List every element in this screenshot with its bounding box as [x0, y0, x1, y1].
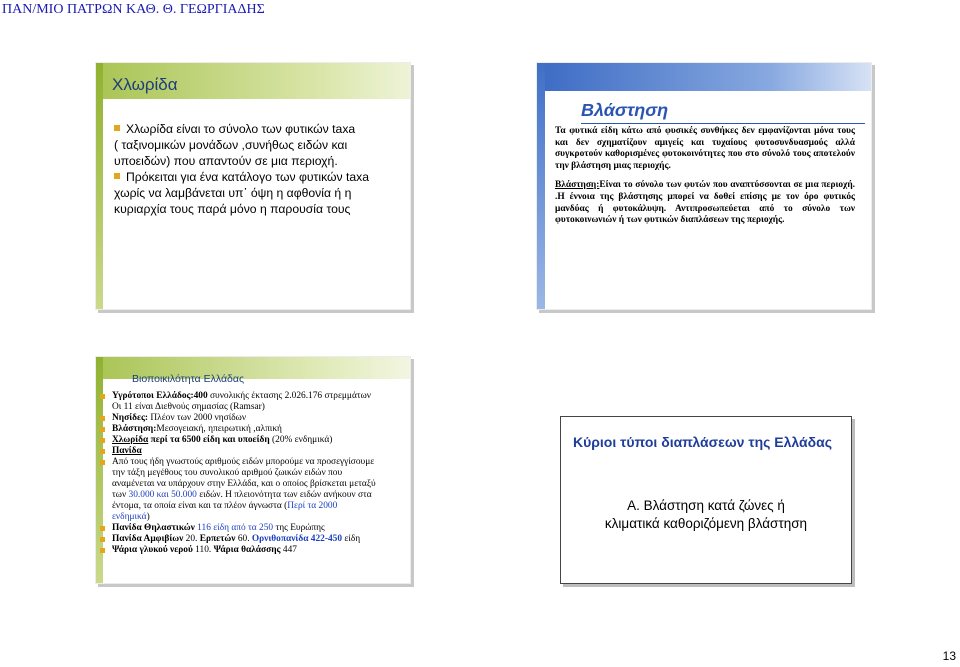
bullet-square-icon — [100, 449, 105, 454]
list-item: Βλάστηση:Μεσογειακή, ηπειρωτική ,αλπική — [100, 424, 400, 435]
slide-body — [555, 126, 855, 235]
paragraph: Τα φυτικά είδη κάτω από φυσικές συνθήκες δεν εμφανίζονται μόνα τους και δεν σχηματίζουν αμιγείς και τυχαίους φυτοσυνδυασμούς αλλά συγκροτούν καθορισμένες φυτοκοινότητες που στο σύνολό τους αποτελούν την βλάστηση μιας περιοχής. — [555, 126, 855, 171]
slide-title: Βιοποικιλότητα Ελλάδας — [132, 373, 245, 385]
list-item: Από τους ήδη γνωστούς αριθμούς ειδών μπορούμε να προσεγγίσουμε την τάξη μεγέθους του συνολικού αριθμού ζωικών ειδών που αναμένεται να υπάρχουν στην Ελλάδα, και ο οποίος βρίσκεται μεταξύ των 30.000 και 50.000 ειδών. Η πλειονότητα των ειδών ανήκουν στα έντομα, τα οποία είναι και τα πλέον άγνωστα (Περί τα 2000 ενδημικά) — [100, 457, 400, 523]
slide-title: Κύριοι τύποι διαπλάσεων της Ελλάδας — [573, 434, 833, 450]
bullet-square-icon — [100, 526, 105, 531]
title-underline — [581, 123, 865, 124]
slide-body — [561, 497, 851, 533]
bullet-continuation: ( ταξινομικών μονάδων ,συνήθως ειδών και — [114, 138, 348, 152]
slide-vegetation-types — [560, 416, 852, 584]
bullet-square-icon — [100, 537, 105, 542]
slide-side-bar — [537, 63, 545, 309]
slide-title-bar — [537, 63, 871, 91]
slide-title: Χλωρίδα — [112, 75, 178, 94]
bullet-square-icon — [100, 460, 105, 465]
bullet-square-icon — [100, 427, 105, 432]
bullet-square-icon — [114, 173, 120, 179]
body-line: Α. Βλάστηση κατά ζώνες ή — [627, 498, 785, 513]
bullet-square-icon — [100, 416, 105, 421]
list-item: Νησίδες: Πλέον των 2000 νησίδων — [100, 413, 400, 424]
bullet-item: Πρόκειται για ένα κατάλογο των φυτικών taxa — [114, 169, 404, 185]
list-item: Υγρότοποι Ελλάδος:400 συνολικής έκτασης 2.026.176 στρεμμάτων Οι 11 είναι Διεθνούς σημασίας (Ramsar) — [100, 391, 400, 413]
bullet-item: Χλωρίδα είναι το σύνολο των φυτικών taxa — [114, 121, 404, 137]
slide-side-bar — [96, 63, 103, 309]
bullet-square-icon — [100, 394, 105, 399]
list-item: Χλωρίδα περί τα 6500 είδη και υποείδη (20% ενδημικά) — [100, 435, 400, 446]
slide-vlastisi — [536, 62, 872, 310]
bullet-square-icon — [114, 125, 120, 131]
slide-body — [100, 391, 400, 556]
bullet-continuation: χωρίς να λαμβάνεται υπ᾽ όψη η αφθονία ή η — [114, 186, 352, 200]
bullet-continuation: κυριαρχία τους παρά μόνο η παρουσία τους — [114, 202, 351, 216]
list-item: Πανίδα — [100, 446, 400, 457]
list-item: Πανίδα Αμφιβίων 20. Ερπετών 60. Ορνιθοπανίδα 422-450 είδη — [100, 534, 400, 545]
slide-chlorida — [95, 62, 411, 310]
list-item: Πανίδα Θηλαστικών 116 είδη από τα 250 της Ευρώπης — [100, 523, 400, 534]
page-header-title: ΠΑΝ/ΜΙΟ ΠΑΤΡΩΝ ΚΑΘ. Θ. ΓΕΩΡΓΙΑΔΗΣ — [2, 2, 265, 17]
slide-title: Βλάστηση — [581, 100, 669, 120]
bullet-square-icon — [100, 548, 105, 553]
list-item: Ψάρια γλυκού νερού 110. Ψάρια θαλάσσης 447 — [100, 545, 400, 556]
term: Βλάστηση: — [555, 180, 600, 191]
page-number: 13 — [942, 649, 956, 663]
slide-body — [114, 121, 404, 217]
body-line: κλιματικά καθοριζόμενη βλάστηση — [604, 516, 808, 531]
bullet-square-icon — [100, 438, 105, 443]
bullet-continuation: υποειδών) που απαντούν σε μια περιοχή. — [114, 154, 338, 168]
paragraph: Βλάστηση:Είναι το σύνολο των φυτών που αναπτύσσονται σε μια περιοχή. .Η έννοια της βλάστησης μπορεί να δοθεί επίσης με τον όρο φυτικός μανδύας ή φυτοκάλυψη. Αντιπροσωπεύεται από το σύνολο των φυτοκοινωνιών ή των φυτικών διαπλάσεων της περιοχής. — [555, 180, 855, 226]
slide-biodiversity — [95, 356, 411, 584]
